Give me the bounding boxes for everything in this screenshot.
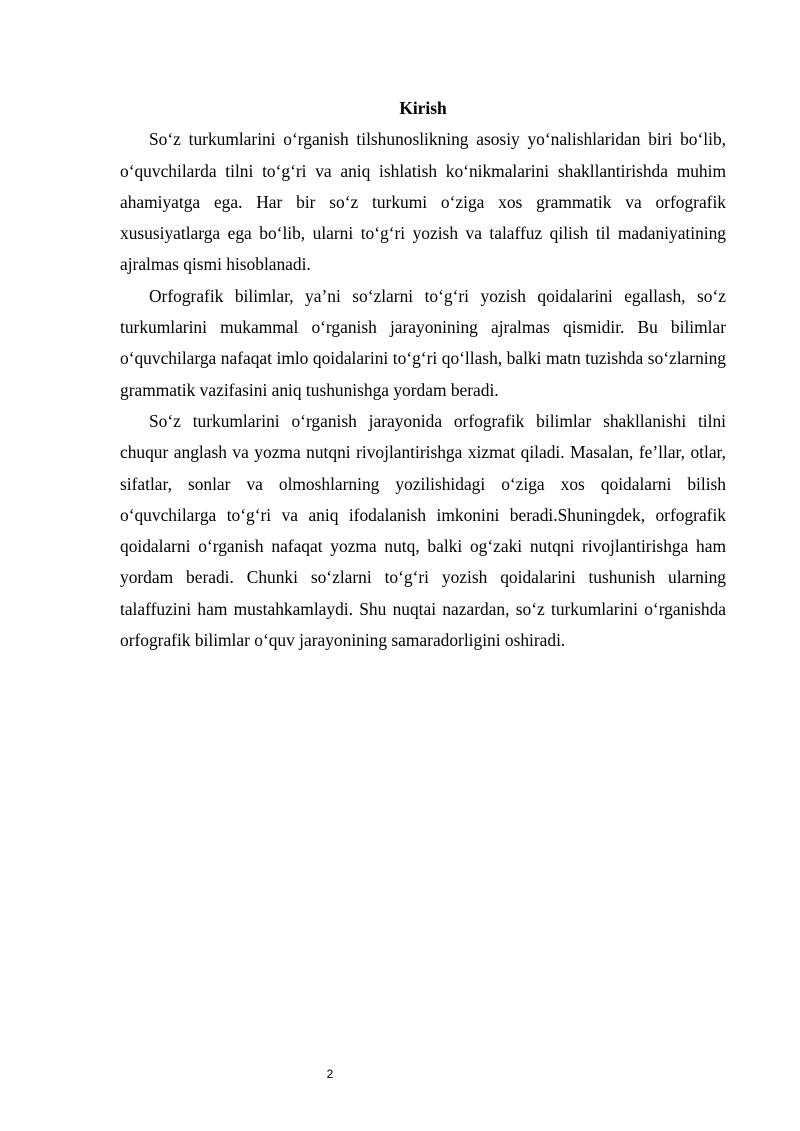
page-number: 2 xyxy=(326,1067,334,1081)
paragraph-1: So‘z turkumlarini o‘rganish tilshunoslikning asosiy yo‘nalishlaridan biri bo‘lib, o‘quvchilarda tilni to‘g‘ri va aniq ishlatish ko‘nikmalarini shakllantirishda muhim ahamiyatga ega. Har bir so‘z turkumi o‘ziga xos grammatik va orfografik xususiyatlarga ega bo‘lib, ularni to‘g‘ri yozish va talaffuz qilish til madaniyatining ajralmas qismi hisoblanadi. xyxy=(120,129,726,275)
document-body xyxy=(120,93,726,656)
paragraph-3: So‘z turkumlarini o‘rganish jarayonida orfografik bilimlar shakllanishi tilni chuqur anglash va yozma nutqni rivojlantirishga xizmat qiladi. Masalan, fe’llar, otlar, sifatlar, sonlar va olmoshlarning yozilishidagi o‘ziga xos qoidalarni bilish o‘quvchilarga to‘g‘ri va aniq ifodalanish imkonini beradi.Shuningdek, orfografik qoidalarni o‘rganish nafaqat yozma nutq, balki og‘zaki nutqni rivojlantirishga ham yordam beradi. Chunki so‘zlarni to‘g‘ri yozish qoidalarini tushunish ularning talaffuzini ham mustahkamlaydi. Shu nuqtai nazardan, so‘z turkumlarini o‘rganishda orfografik bilimlar o‘quv jarayonining samaradorligini oshiradi. xyxy=(120,410,726,651)
paragraph-2: Orfografik bilimlar, ya’ni so‘zlarni to‘g‘ri yozish qoidalarini egallash, so‘z turkumlarini mukammal o‘rganish jarayonining ajralmas qismidir. Bu bilimlar o‘quvchilarga nafaqat imlo qoidalarini to‘g‘ri qo‘llash, balki matn tuzishda so‘zlarning grammatik vazifasini aniq tushunishga yordam beradi. xyxy=(120,285,726,400)
section-title: Kirish xyxy=(399,98,447,118)
